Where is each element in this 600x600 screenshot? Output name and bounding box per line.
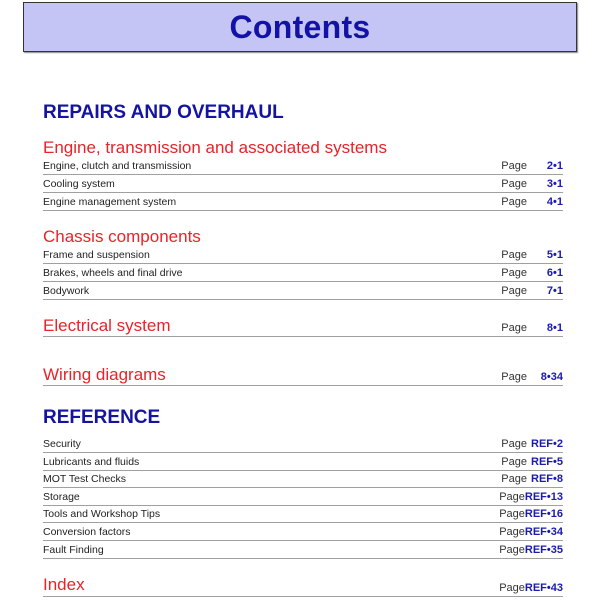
toc-label: Brakes, wheels and final drive: [43, 266, 183, 279]
page-word: Page: [501, 195, 527, 208]
page-number[interactable]: REF•35: [524, 543, 563, 556]
page-word: Page: [501, 437, 527, 450]
toc-label: Security: [43, 437, 81, 450]
page-number[interactable]: 2•1: [546, 159, 563, 172]
page-title: Contents: [229, 8, 371, 45]
toc-row[interactable]: [43, 579, 563, 597]
toc-row[interactable]: [43, 523, 563, 541]
section-wiring: Wiring diagrams: [43, 365, 166, 384]
toc-label: Bodywork: [43, 284, 90, 297]
toc-label: Engine, clutch and transmission: [43, 159, 192, 172]
toc-row[interactable]: [43, 541, 563, 559]
toc-label: Lubricants and fluids: [43, 455, 140, 468]
page-number[interactable]: 5•1: [546, 248, 563, 261]
page-word: Page: [501, 455, 527, 468]
page-word: Page: [499, 525, 525, 538]
page-word: Page: [501, 266, 527, 279]
page-number[interactable]: REF•5: [531, 455, 563, 468]
toc-row[interactable]: [43, 282, 563, 300]
toc-label: Frame and suspension: [43, 248, 150, 261]
page-number[interactable]: 6•1: [546, 266, 563, 279]
toc-label: Engine management system: [43, 195, 177, 208]
section-electrical: Electrical system: [43, 316, 171, 335]
contents-banner: [23, 2, 577, 52]
toc-label: Conversion factors: [43, 525, 131, 538]
page-word: Page: [499, 581, 525, 594]
section-index: Index: [43, 575, 85, 594]
reference-heading: REFERENCE: [43, 407, 161, 428]
section-engine: Engine, transmission and associated systems: [43, 138, 387, 157]
toc-label: Storage: [43, 490, 80, 503]
page-word: Page: [499, 543, 525, 556]
toc-label: Cooling system: [43, 177, 115, 190]
page-number[interactable]: REF•2: [531, 437, 563, 450]
page-number[interactable]: 8•34: [540, 370, 563, 383]
page-number[interactable]: REF•13: [524, 490, 563, 503]
repairs-heading: REPAIRS AND OVERHAUL: [43, 102, 284, 123]
page-word: Page: [499, 490, 525, 503]
page-word: Page: [501, 159, 527, 172]
page-word: Page: [501, 321, 527, 334]
toc-row[interactable]: [43, 193, 563, 211]
toc-label: Tools and Workshop Tips: [43, 507, 161, 520]
page-word: Page: [501, 284, 527, 297]
toc-row[interactable]: [43, 157, 563, 175]
page-number[interactable]: 4•1: [546, 195, 563, 208]
toc-row[interactable]: [43, 319, 563, 337]
toc-row[interactable]: [43, 488, 563, 506]
toc-label: MOT Test Checks: [43, 472, 127, 485]
toc-row[interactable]: [43, 264, 563, 282]
page-word: Page: [501, 472, 527, 485]
toc-row[interactable]: [43, 435, 563, 453]
page-number[interactable]: REF•43: [524, 581, 563, 594]
page-word: Page: [501, 177, 527, 190]
toc-row[interactable]: [43, 368, 563, 386]
page-word: Page: [501, 370, 527, 383]
toc-label: Fault Finding: [43, 543, 104, 556]
toc-row[interactable]: [43, 453, 563, 471]
page-number[interactable]: REF•8: [531, 472, 563, 485]
page-word: Page: [499, 507, 525, 520]
page-word: Page: [501, 248, 527, 261]
page-number[interactable]: REF•34: [524, 525, 563, 538]
page-number[interactable]: REF•16: [524, 507, 563, 520]
page-number[interactable]: 7•1: [546, 284, 563, 297]
page-number[interactable]: 3•1: [546, 177, 563, 190]
toc-row[interactable]: [43, 175, 563, 193]
toc-row[interactable]: [43, 246, 563, 264]
toc-row[interactable]: [43, 470, 563, 488]
toc-row[interactable]: [43, 505, 563, 523]
section-chassis: Chassis components: [43, 227, 201, 246]
page-number[interactable]: 8•1: [546, 321, 563, 334]
